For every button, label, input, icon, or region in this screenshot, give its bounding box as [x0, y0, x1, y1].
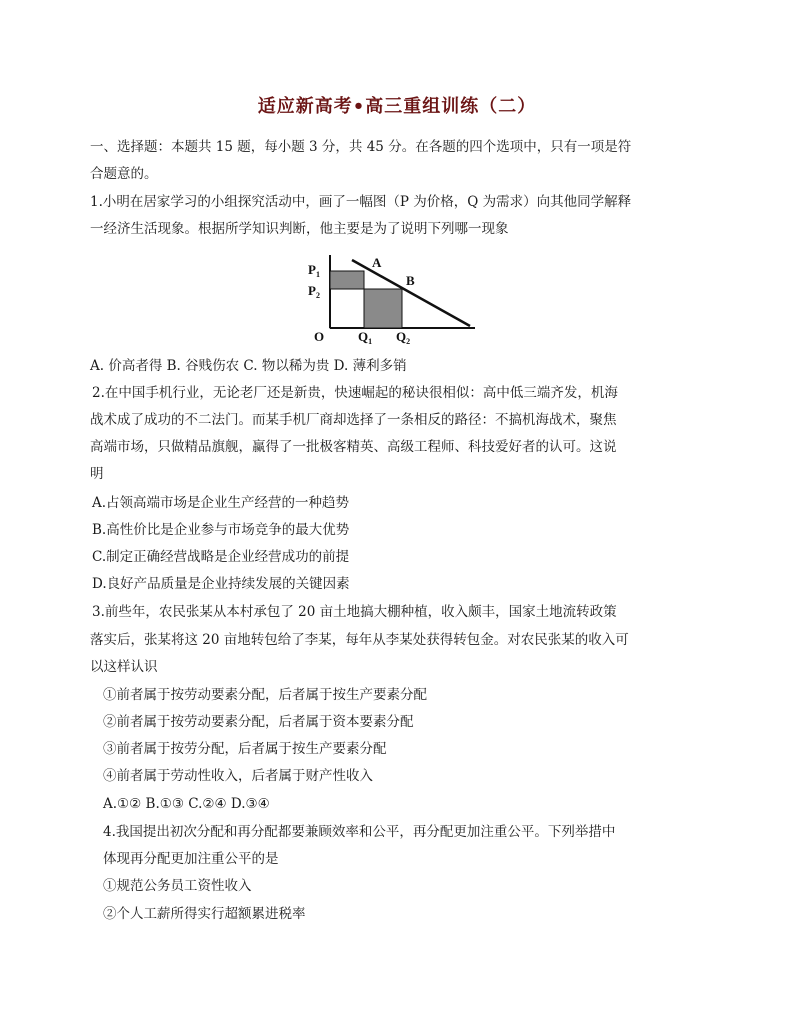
q2-stem-line-2: 战术成了成功的不二法门。而某手机厂商却选择了一条相反的路径：不搞机海战术，聚焦	[90, 412, 617, 428]
q3-item-3: ③前者属于按劳分配，后者属于按生产要素分配	[103, 741, 387, 757]
q4-item-2: ②个人工薪所得实行超额累进税率	[103, 906, 306, 922]
shaded-area-right	[364, 289, 402, 328]
base-area	[330, 289, 364, 328]
q1-options: A. 价高者得 B. 谷贱伤农 C. 物以稀为贵 D. 薄利多销	[90, 358, 407, 374]
q3-stem-line-3: 以这样认识	[90, 659, 158, 675]
q3-item-4: ④前者属于劳动性收入，后者属于财产性收入	[103, 768, 373, 784]
q4-stem-line-2: 体现再分配更加注重公平的是	[103, 851, 279, 867]
section-intro-line-1: 一、选择题：本题共 15 题，每小题 3 分，共 45 分。在各题的四个选项中，只有一项是符	[90, 139, 632, 155]
q3-options: A.①② B.①③ C.②④ D.③④	[103, 796, 270, 812]
q3-item-1: ①前者属于按劳动要素分配，后者属于按生产要素分配	[103, 687, 427, 703]
label-p1: $P_1$	[308, 262, 320, 279]
q4-item-1: ①规范公务员工资性收入	[103, 878, 252, 894]
q3-stem-line-2: 落实后，张某将这 20 亩地转包给了李某，每年从李某处获得转包金。对农民张某的收入可	[90, 632, 629, 648]
label-q2: $Q_2$	[396, 329, 411, 345]
price-demand-graph	[300, 250, 480, 345]
section-intro-line-2: 合题意的。	[90, 166, 158, 182]
q4-stem-line-1: 4.我国提出初次分配和再分配都要兼顾效率和公平，再分配更加注重公平。下列举措中	[103, 824, 616, 840]
q3-item-2: ②前者属于按劳动要素分配，后者属于资本要素分配	[103, 714, 414, 730]
label-a: A	[372, 255, 382, 270]
label-q1: $Q_1$	[358, 329, 373, 345]
q2-option-d: D.良好产品质量是企业持续发展的关键因素	[92, 576, 350, 592]
q2-stem-line-1: 2.在中国手机行业，无论老厂还是新贵，快速崛起的秘诀很相似：高中低三端齐发，机海	[92, 385, 618, 401]
q2-option-c: C.制定正确经营战略是企业经营成功的前提	[92, 549, 350, 565]
label-o: O	[314, 329, 325, 344]
q2-option-b: B.高性价比是企业参与市场竞争的最大优势	[92, 522, 350, 538]
label-p2: $P_2$	[308, 283, 320, 300]
label-b: B	[406, 273, 415, 288]
page-title: 适应新高考•高三重组训练（二）	[257, 96, 537, 117]
q2-option-a: A.占领高端市场是企业生产经营的一种趋势	[92, 495, 350, 511]
q2-stem-line-3: 高端市场，只做精品旗舰，赢得了一批极客精英、高级工程师、科技爱好者的认可。这说	[90, 439, 617, 455]
q1-stem-line-2: 一经济生活现象。根据所学知识判断，他主要是为了说明下列哪一现象	[90, 221, 509, 237]
q2-stem-line-4: 明	[90, 466, 104, 482]
shaded-area-top	[330, 271, 364, 289]
q3-stem-line-1: 3.前些年，农民张某从本村承包了 20 亩土地搞大棚种植，收入颇丰，国家土地流转政策	[92, 604, 617, 620]
q1-stem-line-1: 1.小明在居家学习的小组探究活动中，画了一幅图（P 为价格，Q 为需求）向其他同学解释	[90, 194, 632, 210]
